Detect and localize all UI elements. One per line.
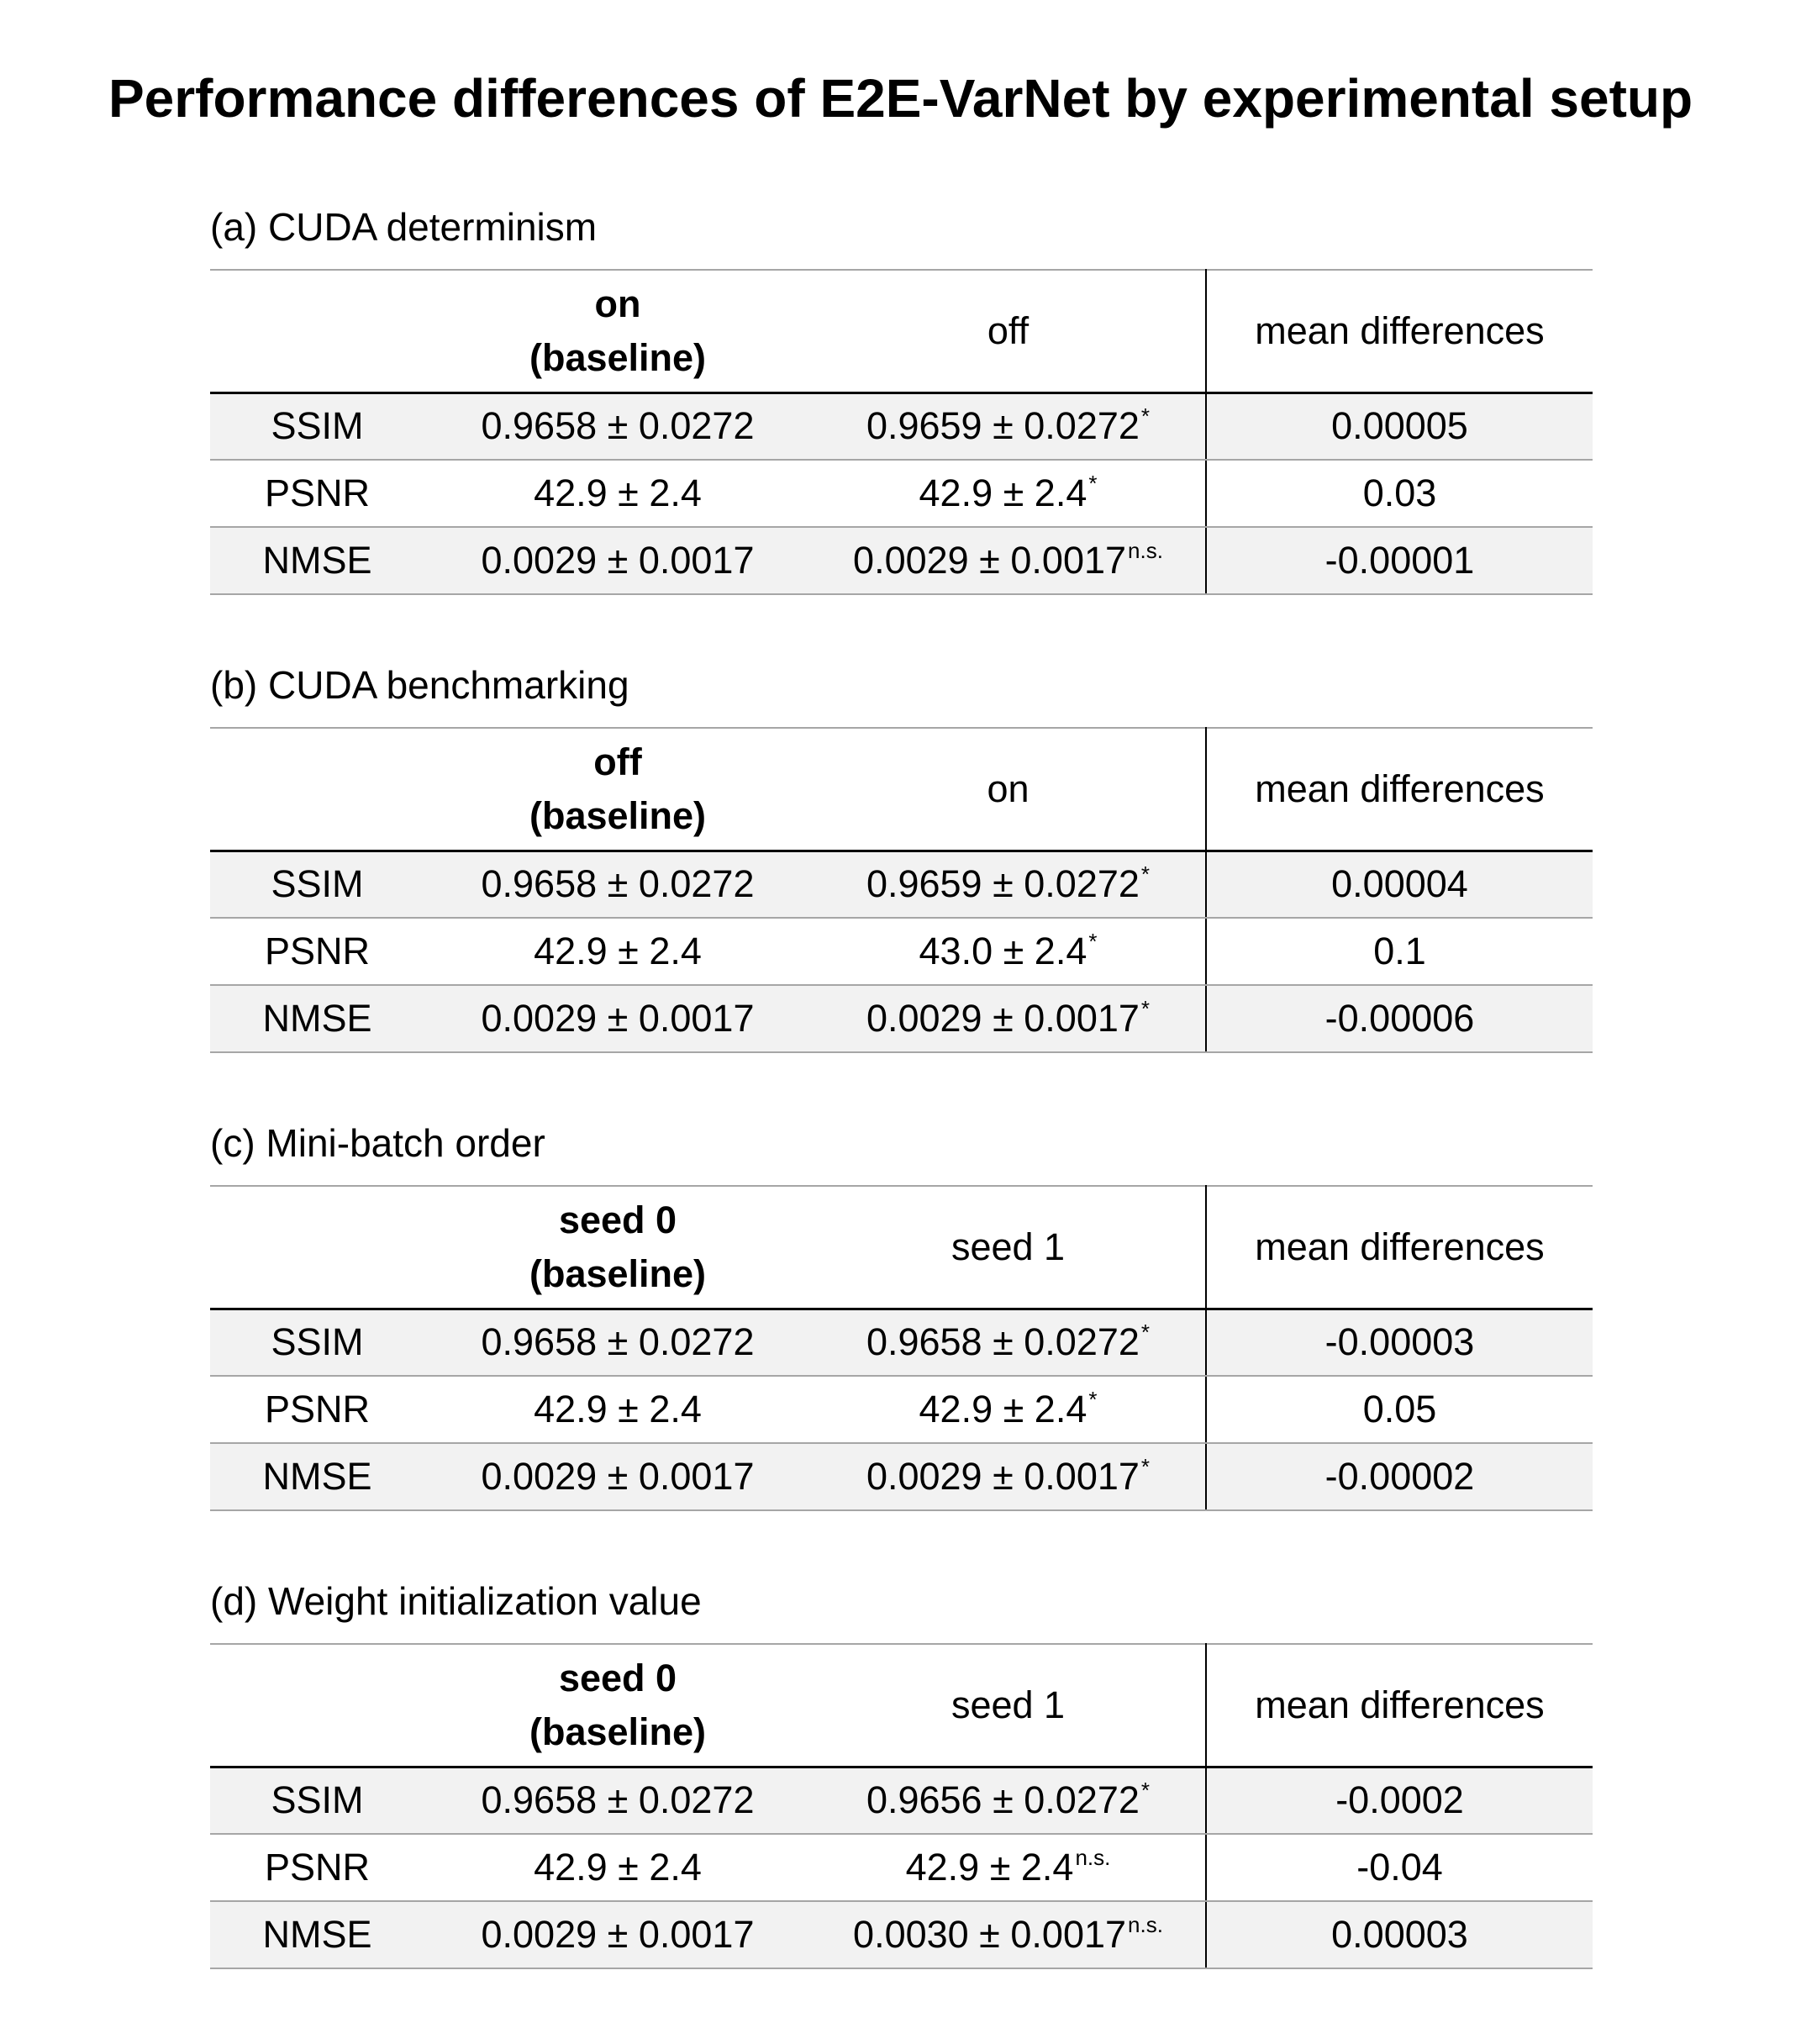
baseline-cell: 42.9 ± 2.4	[424, 1376, 811, 1443]
diff-cell: 0.00003	[1206, 1901, 1593, 1968]
section-title: (d) Weight initialization value	[210, 1579, 702, 1623]
baseline-cell: 42.9 ± 2.4	[424, 918, 811, 985]
significance-mark: *	[1140, 1320, 1151, 1346]
baseline-header	[424, 728, 811, 851]
metric-cell: NMSE	[210, 1443, 424, 1510]
results-table	[210, 727, 1593, 1053]
significance-mark: *	[1140, 1778, 1151, 1804]
significance-mark: *	[1140, 996, 1151, 1021]
alt-value: 42.9 ± 2.4	[919, 471, 1087, 514]
diff-cell: -0.00006	[1206, 985, 1593, 1052]
diff-cell: 0.1	[1206, 918, 1593, 985]
significance-mark: *	[1140, 403, 1151, 429]
diff-cell: 0.00005	[1206, 392, 1593, 460]
significance-mark: *	[1088, 929, 1098, 954]
metric-cell: SSIM	[210, 851, 424, 918]
baseline-cell: 0.0029 ± 0.0017	[424, 1443, 811, 1510]
alt-header: on	[811, 728, 1206, 851]
section-cuda-benchmarking	[210, 660, 1593, 1053]
section-title: (c) Mini-batch order	[210, 1121, 545, 1165]
diff-cell: 0.05	[1206, 1376, 1593, 1443]
diff-header: mean differences	[1206, 1644, 1593, 1767]
significance-mark: n.s.	[1075, 1845, 1111, 1870]
section-cuda-determinism	[210, 202, 1593, 595]
baseline-header-label: (baseline)	[529, 1251, 707, 1295]
baseline-cell: 42.9 ± 2.4	[424, 460, 811, 527]
alt-header: seed 1	[811, 1644, 1206, 1767]
results-table	[210, 1643, 1593, 1969]
significance-mark: *	[1088, 1387, 1098, 1412]
table-row-nmse	[210, 1443, 1593, 1510]
diff-cell: 0.03	[1206, 460, 1593, 527]
significance-mark: *	[1140, 861, 1151, 888]
baseline-cell: 0.9658 ± 0.0272	[424, 851, 811, 918]
metric-cell: NMSE	[210, 985, 424, 1052]
baseline-header	[424, 1186, 811, 1309]
diff-cell: 0.00004	[1206, 851, 1593, 918]
table-row-ssim	[210, 1309, 1593, 1376]
baseline-header-setting: seed 0	[558, 1656, 677, 1699]
diff-header: mean differences	[1206, 270, 1593, 392]
header-row	[210, 270, 1593, 392]
baseline-cell: 0.9658 ± 0.0272	[424, 1309, 811, 1376]
header-row	[210, 1644, 1593, 1767]
table-row-psnr	[210, 460, 1593, 527]
diff-cell: -0.04	[1206, 1834, 1593, 1901]
table-row-ssim	[210, 851, 1593, 918]
diff-cell: -0.0002	[1206, 1767, 1593, 1834]
alt-value: 0.0029 ± 0.0017	[866, 1455, 1140, 1498]
alt-header: seed 1	[811, 1186, 1206, 1309]
table-row-ssim	[210, 1767, 1593, 1834]
section-mini-batch-order	[210, 1118, 1593, 1511]
header-row	[210, 728, 1593, 851]
metric-cell: SSIM	[210, 392, 424, 460]
metric-header	[210, 728, 424, 851]
diff-cell: -0.00002	[1206, 1443, 1593, 1510]
table-row-ssim	[210, 392, 1593, 460]
alt-cell	[811, 918, 1206, 985]
baseline-cell: 0.0029 ± 0.0017	[424, 1901, 811, 1968]
baseline-header	[424, 1644, 811, 1767]
metric-cell: PSNR	[210, 460, 424, 527]
baseline-header-label: (baseline)	[529, 793, 707, 837]
table-row-nmse	[210, 985, 1593, 1052]
table-row-nmse	[210, 1901, 1593, 1968]
metric-header	[210, 1186, 424, 1309]
alt-value: 0.9658 ± 0.0272	[866, 1320, 1140, 1364]
table-row-psnr	[210, 918, 1593, 985]
alt-value: 0.0029 ± 0.0017	[853, 539, 1127, 582]
section-weight-initialization	[210, 1576, 1593, 1969]
alt-cell	[811, 1767, 1206, 1834]
metric-cell: PSNR	[210, 1376, 424, 1443]
alt-value: 42.9 ± 2.4	[919, 1388, 1087, 1430]
alt-cell	[811, 1443, 1206, 1510]
diff-header: mean differences	[1206, 1186, 1593, 1309]
section-title: (b) CUDA benchmarking	[210, 663, 629, 707]
metric-header	[210, 1644, 424, 1767]
diff-cell: -0.00003	[1206, 1309, 1593, 1376]
alt-cell	[811, 851, 1206, 918]
alt-value: 0.0029 ± 0.0017	[866, 997, 1140, 1040]
significance-mark: n.s.	[1128, 538, 1163, 563]
alt-cell	[811, 527, 1206, 594]
results-table	[210, 269, 1593, 595]
baseline-header	[424, 270, 811, 392]
baseline-header-setting: seed 0	[558, 1198, 677, 1241]
alt-value: 0.9656 ± 0.0272	[866, 1778, 1140, 1822]
alt-header: off	[811, 270, 1206, 392]
alt-cell	[811, 1309, 1206, 1376]
significance-mark: *	[1088, 471, 1098, 496]
alt-cell	[811, 1901, 1206, 1968]
significance-mark: *	[1140, 1454, 1151, 1479]
alt-cell	[811, 985, 1206, 1052]
metric-cell: PSNR	[210, 918, 424, 985]
baseline-header-label: (baseline)	[529, 1709, 707, 1753]
alt-value: 0.9659 ± 0.0272	[866, 862, 1140, 906]
alt-cell	[811, 392, 1206, 460]
header-row	[210, 1186, 1593, 1309]
alt-value: 43.0 ± 2.4	[919, 930, 1087, 972]
alt-value: 0.9659 ± 0.0272	[866, 404, 1140, 448]
table-row-nmse	[210, 527, 1593, 594]
diff-header: mean differences	[1206, 728, 1593, 851]
significance-mark: n.s.	[1128, 1912, 1163, 1937]
alt-cell	[811, 1376, 1206, 1443]
baseline-cell: 42.9 ± 2.4	[424, 1834, 811, 1901]
alt-value: 42.9 ± 2.4	[905, 1846, 1074, 1889]
baseline-header-setting: off	[593, 740, 642, 783]
metric-cell: NMSE	[210, 1901, 424, 1968]
alt-value: 0.0030 ± 0.0017	[853, 1913, 1127, 1956]
section-title: (a) CUDA determinism	[210, 205, 598, 249]
baseline-header-setting: on	[594, 282, 641, 325]
results-table	[210, 1185, 1593, 1511]
diff-cell: -0.00001	[1206, 527, 1593, 594]
baseline-cell: 0.0029 ± 0.0017	[424, 985, 811, 1052]
metric-cell: SSIM	[210, 1309, 424, 1376]
baseline-cell: 0.9658 ± 0.0272	[424, 392, 811, 460]
baseline-header-label: (baseline)	[529, 335, 707, 379]
alt-cell	[811, 1834, 1206, 1901]
table-row-psnr	[210, 1376, 1593, 1443]
table-row-psnr	[210, 1834, 1593, 1901]
baseline-cell: 0.0029 ± 0.0017	[424, 527, 811, 594]
metric-cell: NMSE	[210, 527, 424, 594]
metric-header	[210, 270, 424, 392]
alt-cell	[811, 460, 1206, 527]
baseline-cell: 0.9658 ± 0.0272	[424, 1767, 811, 1834]
metric-cell: SSIM	[210, 1767, 424, 1834]
metric-cell: PSNR	[210, 1834, 424, 1901]
page-title: Performance differences of E2E-VarNet by experimental setup	[108, 68, 1693, 129]
